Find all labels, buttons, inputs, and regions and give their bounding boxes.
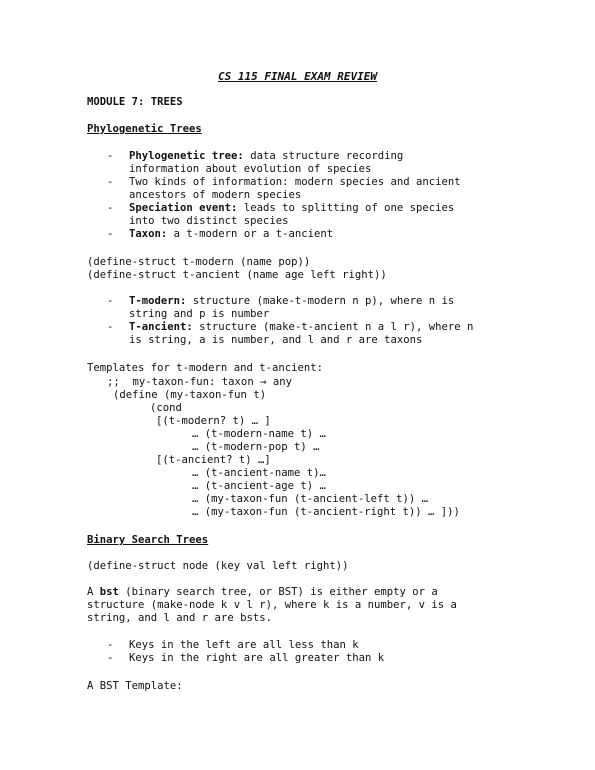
section-heading-phylogenetic: Phylogenetic Trees [87,123,202,135]
list-item [129,202,454,215]
bullet-term: Phylogenetic tree: [129,150,244,162]
struct-definition: (define-struct node (key val left right)) [87,560,349,572]
bullet-text: leads to splitting of one species [237,202,455,214]
code-line: … (t-ancient-age t) … [192,480,326,492]
code-line: (cond [150,402,182,414]
bullet-text: data structure recording [243,150,404,162]
code-line: … (t-modern-pop t) … [192,441,320,453]
bst-paragraph-line: string, and l and r are bsts. [87,612,272,624]
code-line: … (t-ancient-name t)… [192,467,326,479]
bullet-continuation: information about evolution of species [129,163,372,175]
bullet-text: a t-modern or a t-ancient [167,228,334,240]
bullet-dash: - [107,176,114,188]
paragraph-term: bst [99,586,119,598]
list-item: Keys in the right are all greater than k [129,652,385,664]
document-title: CS 115 FINAL EXAM REVIEW [218,70,377,83]
list-item [129,321,473,334]
bullet-term: T-ancient: [129,321,193,333]
bullet-continuation: into two distinct species [129,215,289,227]
bullet-dash: - [107,321,114,333]
code-line: [(t-ancient? t) …] [156,454,271,466]
bullet-text: structure (make-t-ancient n a l r), where n [192,321,474,333]
bullet-term: Speciation event: [129,202,238,214]
bullet-term: Taxon: [129,228,168,240]
bullet-term: T-modern: [129,295,187,307]
bullet-dash: - [107,150,114,162]
bullet-continuation: ancestors of modern species [129,189,302,201]
bullet-continuation: is string, a is number, and l and r are taxons [129,334,423,346]
module-heading: MODULE 7: TREES [87,96,183,108]
bullet-dash: - [107,652,114,664]
list-item [129,295,454,308]
struct-definition: (define-struct t-modern (name pop)) [87,256,311,268]
paragraph-text: A [87,586,100,598]
bullet-dash: - [107,295,114,307]
bullet-dash: - [107,639,114,651]
code-line: (define (my-taxon-fun t) [113,389,267,401]
paragraph-text: (binary search tree, or BST) is either empty or a [118,586,438,598]
list-item: Keys in the left are all less than k [129,639,359,651]
code-line: [(t-modern? t) … ] [156,415,271,427]
code-line: … (my-taxon-fun (t-ancient-right t)) … ])) [192,506,460,518]
code-line: … (my-taxon-fun (t-ancient-left t)) … [192,493,428,505]
struct-definition: (define-struct t-ancient (name age left right)) [87,269,387,281]
bst-paragraph-line: structure (make-node k v l r), where k is a number, v is a [87,599,457,611]
bullet-dash: - [107,202,114,214]
bst-paragraph-line [87,586,438,599]
code-line: ;; my-taxon-fun: taxon → any [107,376,292,388]
section-heading-bst: Binary Search Trees [87,534,209,546]
bullet-text: structure (make-t-modern n p), where n is [186,295,455,307]
list-item: Two kinds of information: modern species and ancient [129,176,461,188]
bullet-dash: - [107,228,114,240]
template-intro: Templates for t-modern and t-ancient: [87,362,323,374]
list-item [129,150,403,163]
code-line: … (t-modern-name t) … [192,428,326,440]
list-item [129,228,333,241]
bst-template-label: A BST Template: [87,680,183,692]
bullet-continuation: string and p is number [129,308,270,320]
